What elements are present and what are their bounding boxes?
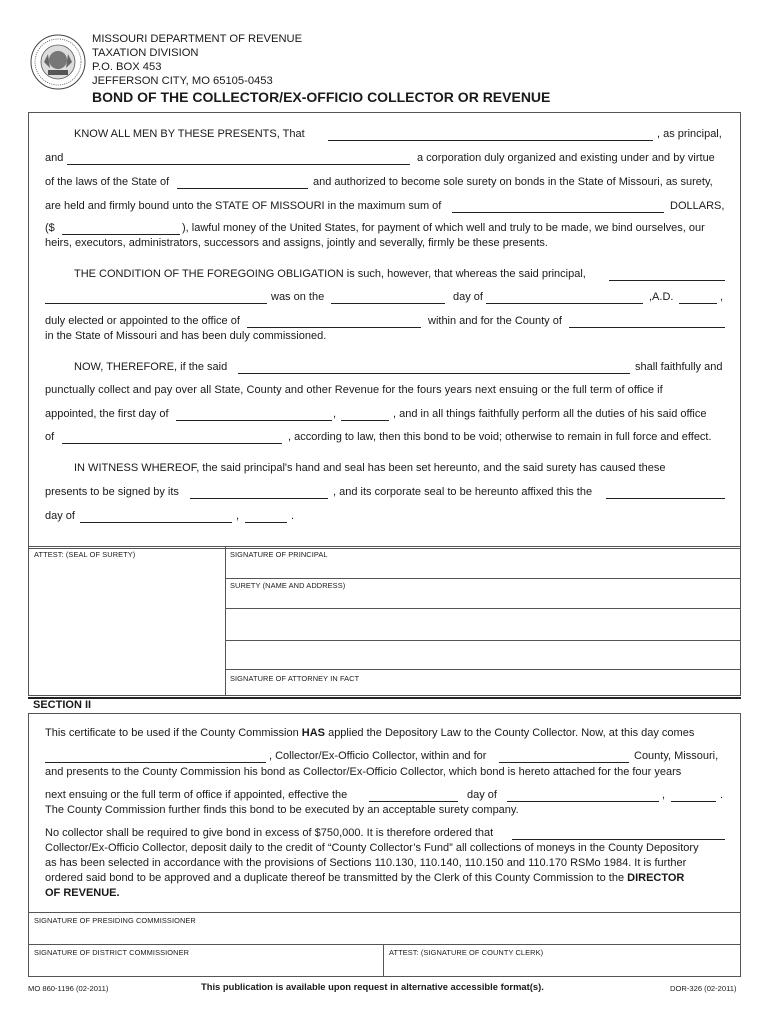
- signature-row-divider-3: [225, 640, 741, 641]
- s2-text-b: County, Missouri,: [634, 750, 719, 762]
- s9-text: [45, 872, 684, 884]
- surety-name-label[interactable]: SURETY (NAME AND ADDRESS): [230, 581, 346, 590]
- affixed-year-field[interactable]: [245, 522, 287, 523]
- missouri-seal: [30, 34, 86, 90]
- effective-month-field[interactable]: [507, 801, 659, 802]
- signature-row-divider-4: [225, 669, 741, 670]
- s4-text-d: .: [720, 789, 724, 801]
- n4-text-a: of: [45, 431, 55, 443]
- presiding-commissioner-label[interactable]: SIGNATURE OF PRESIDING COMMISSIONER: [34, 916, 196, 925]
- city-address: JEFFERSON CITY, MO 65105-0453: [92, 75, 273, 87]
- signature-grid: [28, 546, 741, 696]
- p4-text-b: DOLLARS,: [670, 200, 725, 212]
- s5-text: The County Commission further finds this bond to be executed by an acceptable surety company.: [45, 804, 519, 816]
- w1-text: IN WITNESS WHEREOF, the said principal's hand and seal has been set hereunto, and the said surety has caused these: [74, 462, 666, 474]
- s1-text-a: This certificate to be used if the County Commission: [45, 727, 302, 739]
- district-commissioner-label[interactable]: SIGNATURE OF DISTRICT COMMISSIONER: [34, 948, 190, 957]
- section2-heading: SECTION II: [33, 699, 92, 711]
- p3-text-b: and authorized to become sole surety on bonds in the State of Missouri, as surety,: [313, 176, 713, 188]
- s4-text-a: next ensuing or the full term of office if appointed, effective the: [45, 789, 348, 801]
- surety-state-field[interactable]: [177, 188, 308, 189]
- publication-note: This publication is available upon request in alternative accessible format(s).: [201, 981, 544, 992]
- c3-text-c: in the State of Missouri and has been duly commissioned.: [45, 330, 327, 342]
- condition-principal-cont-field[interactable]: [45, 303, 267, 304]
- s1-text: [45, 727, 694, 739]
- s1-text-b: applied the Depository Law to the County Collector. Now, at this day comes: [325, 727, 695, 739]
- c2-text-a: was on the: [271, 291, 325, 303]
- s10-text: [45, 887, 120, 899]
- w3-text-b: ,: [236, 510, 240, 522]
- signature-grid-divider: [225, 546, 226, 696]
- signature-attorney-label[interactable]: SIGNATURE OF ATTORNEY IN FACT: [230, 674, 360, 683]
- n1-text-b: shall faithfully and: [635, 361, 723, 373]
- w3-text-c: .: [291, 510, 295, 522]
- p3-text-a: of the laws of the State of: [45, 176, 170, 188]
- s4-text-b: day of: [467, 789, 497, 801]
- attest-seal-label: ATTEST: (SEAL OF SURETY): [34, 550, 136, 559]
- form-number-left: MO 860-1196 (02-2011): [28, 984, 109, 993]
- c3-text-b: within and for the County of: [428, 315, 562, 327]
- p5-text-c: heirs, executors, administrators, successors and assigns, jointly and severally, firmly be these presents.: [45, 237, 548, 249]
- form-number-right: DOR-326 (02-2011): [670, 984, 737, 993]
- commissioner-divider: [383, 944, 384, 977]
- p2-text-b: a corporation duly organized and existing under and by virtue: [417, 152, 715, 164]
- s10-text-bold: OF REVENUE.: [45, 887, 120, 899]
- condition-principal-field[interactable]: [609, 280, 725, 281]
- elected-month-field[interactable]: [486, 303, 643, 304]
- signature-row-divider-1: [225, 578, 741, 579]
- county-clerk-label[interactable]: ATTEST: (SIGNATURE OF COUNTY CLERK): [389, 948, 544, 957]
- c2-text-b: day of: [453, 291, 483, 303]
- now-said-field[interactable]: [238, 373, 630, 374]
- department-name: MISSOURI DEPARTMENT OF REVENUE: [92, 33, 303, 45]
- w2-text-b: , and its corporate seal to be hereunto affixed this the: [333, 486, 593, 498]
- elected-date-field[interactable]: [331, 303, 445, 304]
- surety-name-field[interactable]: [67, 164, 410, 165]
- collector-name-field[interactable]: [45, 762, 266, 763]
- elected-year-field[interactable]: [679, 303, 717, 304]
- s9-text-bold: DIRECTOR: [627, 872, 685, 884]
- affixed-month-field[interactable]: [80, 522, 232, 523]
- signer-title-field[interactable]: [190, 498, 328, 499]
- signature-row-divider-2: [225, 608, 741, 609]
- signature-principal-label[interactable]: SIGNATURE OF PRINCIPAL: [230, 550, 328, 559]
- commissioner-rule-2: [28, 944, 741, 945]
- affixed-day-field[interactable]: [606, 498, 725, 499]
- s7-text: Collector/Ex-Officio Collector, deposit daily to the credit of “County Collector’s Fund” all collections of moneys in the County Depository: [45, 842, 699, 854]
- c3-text-a: duly elected or appointed to the office of: [45, 315, 240, 327]
- principal-name-field[interactable]: [328, 140, 653, 141]
- p5-text-a: ($: [45, 222, 55, 234]
- commissioner-rule-1: [28, 912, 741, 913]
- n2-text: punctually collect and pay over all State, County and other Revenue for the fours years next ensuing or the full term of office if: [45, 384, 663, 396]
- s3-text: and presents to the County Commission his bond as Collector/Ex-Officio Collector, which bond is hereto attached for the four years: [45, 766, 682, 778]
- section2-county-field[interactable]: [499, 762, 629, 763]
- w2-text-a: presents to be signed by its: [45, 486, 179, 498]
- n3-text-c: , and in all things faithfully perform all the duties of his said office: [393, 408, 707, 420]
- form-title: BOND OF THE COLLECTOR/EX-OFFICIO COLLECTOR OR REVENUE: [92, 89, 551, 105]
- p1-text-b: , as principal,: [657, 128, 722, 140]
- maximum-sum-amount-field[interactable]: [62, 234, 180, 235]
- s6-text-a: No collector shall be required to give bond in excess of $750,000. It is therefore ordered that: [45, 827, 494, 839]
- c1-text: THE CONDITION OF THE FOREGOING OBLIGATION is such, however, that whereas the said principal,: [74, 268, 586, 280]
- s4-text-c: ,: [662, 789, 666, 801]
- n4-text-b: , according to law, then this bond to be void; otherwise to remain in full force and effect.: [288, 431, 712, 443]
- n1-text-a: NOW, THEREFORE, if the said: [74, 361, 228, 373]
- p5-text-b: ), lawful money of the United States, for payment of which well and truly to be made, we bind ourselves, our: [182, 222, 705, 234]
- c2-text-d: ,: [720, 291, 724, 303]
- c2-text-c: ,A.D.: [649, 291, 674, 303]
- first-day-field[interactable]: [176, 420, 332, 421]
- s2-text-a: , Collector/Ex-Officio Collector, within and for: [269, 750, 487, 762]
- w3-text-a: day of: [45, 510, 75, 522]
- p1-text-a: KNOW ALL MEN BY THESE PRESENTS, That: [74, 128, 305, 140]
- p2-text-a: and: [45, 152, 64, 164]
- maximum-sum-words-field[interactable]: [452, 212, 664, 213]
- s9-text-a: ordered said bond to be approved and a duplicate thereof be transmitted by the Clerk of this County Commission to the: [45, 872, 628, 884]
- po-box: P.O. BOX 453: [92, 61, 162, 73]
- s1-text-bold: HAS: [301, 727, 326, 739]
- first-day-year-field[interactable]: [341, 420, 389, 421]
- office-field[interactable]: [247, 327, 421, 328]
- ordered-collector-field[interactable]: [512, 839, 725, 840]
- effective-year-field[interactable]: [671, 801, 716, 802]
- n3-text-a: appointed, the first day of: [45, 408, 169, 420]
- section2-top-rule: [28, 697, 741, 699]
- office-of-field[interactable]: [62, 443, 282, 444]
- effective-date-field[interactable]: [369, 801, 458, 802]
- county-field[interactable]: [569, 327, 725, 328]
- p4-text-a: are held and firmly bound unto the STATE OF MISSOURI in the maximum sum of: [45, 200, 442, 212]
- s8-text: as has been selected in accordance with the provisions of Sections 110.130, 110.140, 110.150 and 110.170 RSMo 1984. It is further: [45, 857, 687, 869]
- n3-text-b: ,: [333, 408, 337, 420]
- division-name: TAXATION DIVISION: [92, 47, 199, 59]
